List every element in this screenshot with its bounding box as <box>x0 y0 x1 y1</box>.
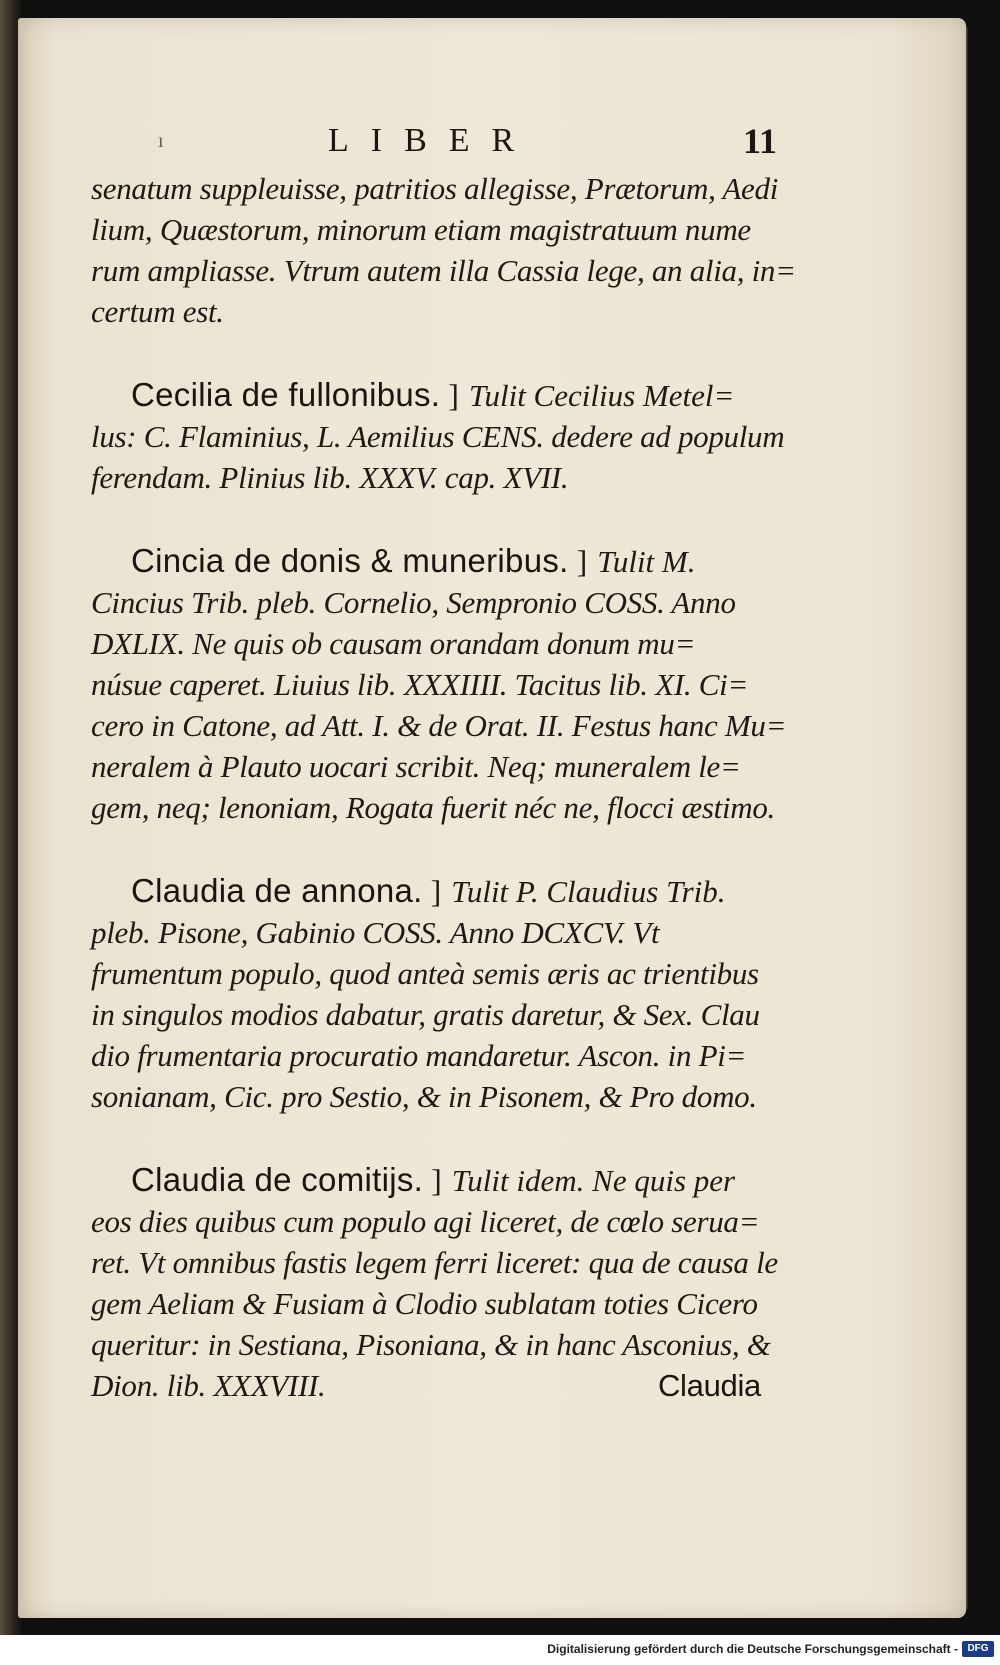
page-header <box>18 122 966 172</box>
text-line: DXLIX. Ne quis ob causam orandam donum mu= <box>91 626 696 661</box>
text-line: queritur: in Sestiana, Pisoniana, & in hanc Asconius, & <box>91 1327 771 1362</box>
bracket: ] <box>430 873 442 909</box>
text-line: lium, Quæstorum, minorum etiam magistratuum nume <box>91 212 751 247</box>
bracket: ] <box>431 1162 442 1198</box>
entry-head <box>91 1158 811 1201</box>
digitization-footer <box>0 1635 1000 1665</box>
funding-credit: Digitalisierung gefördert durch die Deutsche Forschungsgemeinschaft - <box>547 1642 958 1656</box>
text-line: núsue caperet. Liuius lib. XXXIIII. Tacitus lib. XI. Ci= <box>91 667 749 702</box>
text-line: ret. Vt omnibus fastis legem ferri liceret: qua de causa le <box>91 1245 778 1280</box>
text-line: gem Aeliam & Fusiam à Clodio sublatam toties Cicero <box>91 1286 758 1321</box>
text-line: Cincius Trib. pleb. Cornelio, Sempronio COSS. Anno <box>91 585 736 620</box>
lemma: Cecilia de fullonibus. <box>131 376 441 413</box>
book-page <box>18 18 966 1618</box>
text-line: sonianam, Cic. pro Sestio, & in Pisonem, & Pro domo. <box>91 1079 757 1114</box>
text-line: frumentum populo, quod anteà semis æris ac trientibus <box>91 956 759 991</box>
dfg-logo-icon: DFG <box>962 1641 994 1657</box>
text-line: Tulit idem. Ne quis per <box>451 1163 736 1198</box>
text-line: Dion. lib. XXXVIII. <box>91 1368 326 1403</box>
text-line: eos dies quibus cum populo agi liceret, de cœlo serua= <box>91 1204 760 1239</box>
entry-head <box>91 373 811 416</box>
text-line: Tulit M. <box>597 544 696 579</box>
entry-head <box>91 539 811 582</box>
lemma: Cincia de donis & muneribus. <box>131 542 569 579</box>
lex-entry-claudia-comitiis <box>91 1158 811 1406</box>
lex-entry-claudia-annona <box>91 869 811 1117</box>
paragraph-continuation <box>91 168 811 332</box>
text-line: senatum suppleuisse, patritios allegisse, Prætorum, Aedi <box>91 171 779 206</box>
text-line: gem, neq; lenoniam, Rogata fuerit néc ne, flocci æstimo. <box>91 790 776 825</box>
text-line: cero in Catone, ad Att. I. & de Orat. II. Festus hanc Mu= <box>91 708 787 743</box>
last-line-row <box>91 1365 761 1406</box>
lex-entry-cincia <box>91 539 811 828</box>
lemma: Claudia de comitijs. <box>131 1161 424 1198</box>
text-line: dio frumentaria procuratio mandaretur. Ascon. in Pi= <box>91 1038 747 1073</box>
text-line: Tulit Cecilius Metel= <box>468 378 735 413</box>
entry-head <box>91 869 811 912</box>
text-block <box>91 168 811 1406</box>
text-line: neralem à Plauto uocari scribit. Neq; muneralem le= <box>91 749 741 784</box>
lemma: Claudia de annona. <box>131 872 423 909</box>
running-head: LIBER <box>328 122 537 159</box>
text-line: in singulos modios dabatur, gratis daretur, & Sex. Clau <box>91 997 760 1032</box>
lex-entry-cecilia <box>91 373 811 498</box>
text-line: certum est. <box>91 294 224 329</box>
text-line: lus: C. Flaminius, L. Aemilius CENS. dedere ad populum <box>91 419 785 454</box>
text-line: Tulit P. Claudius Trib. <box>451 874 726 909</box>
page-number: 11 <box>743 121 778 161</box>
text-line: ferendam. Plinius lib. XXXV. cap. XVII. <box>91 460 569 495</box>
text-line: pleb. Pisone, Gabinio COSS. Anno DCXCV. Vt <box>91 915 660 950</box>
catchword: Claudia <box>657 1368 761 1403</box>
margin-mark: ı <box>158 130 164 152</box>
bracket: ] <box>448 377 459 413</box>
bracket: ] <box>576 543 588 579</box>
text-line: rum ampliasse. Vtrum autem illa Cassia lege, an alia, in= <box>91 253 796 288</box>
